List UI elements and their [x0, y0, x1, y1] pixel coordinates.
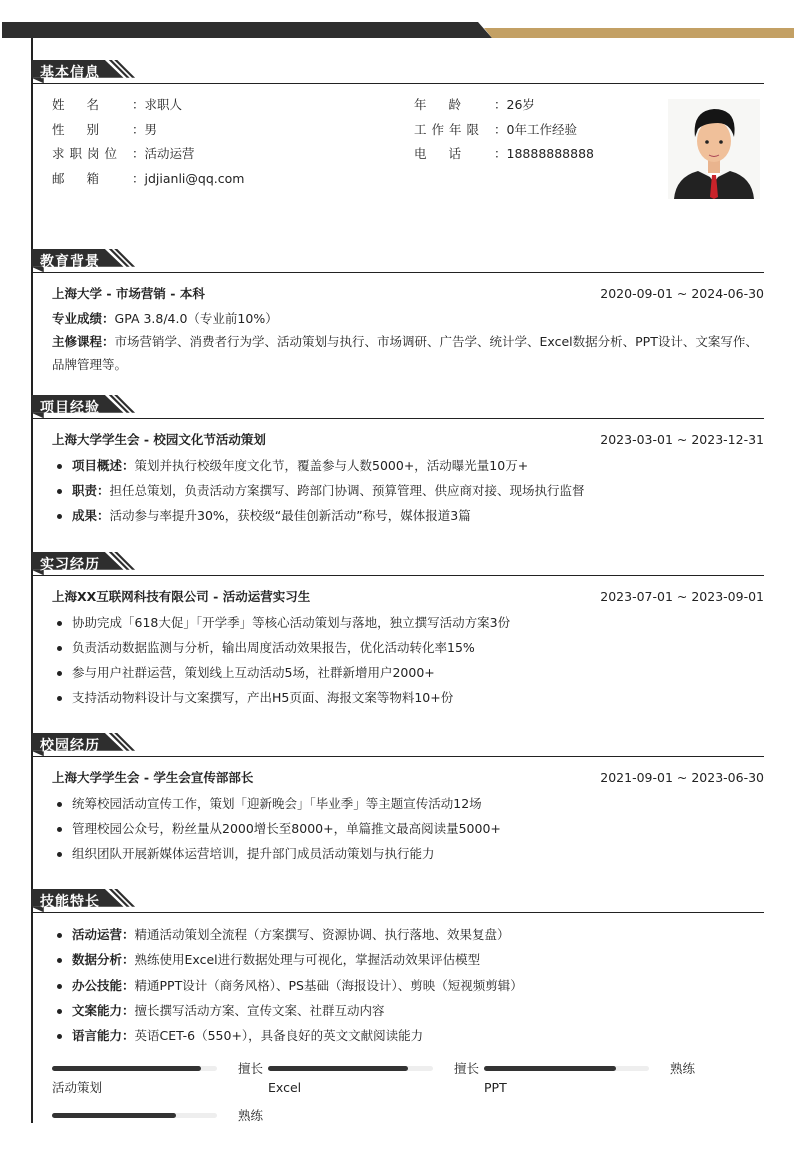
date: 2023-03-01 ~ 2023-12-31: [600, 432, 764, 447]
skill-track: [484, 1066, 649, 1071]
label-phone: 电话: [414, 146, 484, 161]
courses-label: 主修课程：: [52, 333, 115, 349]
section-title: 项目经验: [40, 400, 100, 416]
role: 校园文化节活动策划: [153, 432, 266, 447]
item-key: 办公技能：: [72, 977, 135, 993]
section-skills: [16, 889, 764, 1152]
list-item: 组织团队开展新媒体运营培训，提升部门成员活动策划与执行能力: [52, 841, 764, 866]
section-campus: [16, 733, 764, 866]
skill-fill: [52, 1066, 201, 1071]
sep: -: [139, 770, 154, 785]
list-item: 管理校园公众号，粉丝量从2000增长至8000+，单篇推文最高阅读量5000+: [52, 816, 764, 841]
org: 上海大学学生会: [52, 432, 140, 447]
skill-fill: [52, 1113, 176, 1118]
skill-track: [52, 1066, 217, 1071]
skill-bar: [268, 1058, 484, 1105]
item-key: 语言能力：: [72, 1028, 135, 1044]
skill-level: 擅长: [453, 1061, 479, 1077]
label-name: 姓名: [52, 97, 122, 112]
skill-name: Excel: [268, 1080, 302, 1096]
skill-name: PPT: [484, 1080, 507, 1096]
date: 2021-09-01 ~ 2023-06-30: [600, 770, 764, 785]
section-title: 教育背景: [40, 254, 100, 270]
label-position: 求职岗位: [52, 146, 123, 161]
school: 上海大学: [52, 286, 103, 301]
item-value: 擅长撰写活动方案、宣传文案、社群互动内容: [134, 1002, 385, 1018]
skill-name: 活动策划: [52, 1080, 103, 1096]
skill-bar: [484, 1058, 700, 1105]
gpa-label: 专业成绩：: [52, 310, 115, 326]
label-email: 邮箱: [52, 170, 122, 186]
major: 市场营销: [115, 286, 166, 301]
item-value: 精通PPT设计（商务风格）、PS基础（海报设计）、剪映（短视频剪辑）: [134, 977, 523, 993]
skill-level: 熟练: [669, 1061, 695, 1077]
gpa: GPA 3.8/4.0（专业前10%）: [114, 310, 278, 326]
list-item: [52, 973, 764, 998]
date: 2020-09-01 ~ 2024-06-30: [600, 286, 764, 301]
section-title: 基本信息: [40, 65, 100, 81]
list-item: [52, 1023, 764, 1048]
role: 活动运营实习生: [222, 589, 311, 604]
section-internship: [16, 552, 764, 711]
list-item: 统筹校园活动宣传工作，策划「迎新晚会」「毕业季」等主题宣传活动12场: [52, 791, 764, 816]
list-item: 支持活动物料设计与文案撰写，产出H5页面、海报文案等物料10+份: [52, 685, 764, 710]
value-age: 26岁: [506, 97, 535, 112]
avatar-photo: [668, 99, 760, 199]
skill-level: 熟练: [237, 1108, 263, 1124]
skill-fill: [268, 1066, 408, 1071]
sep: -: [102, 286, 116, 301]
item-key: 职责：: [72, 482, 110, 498]
value-phone: 18888888888: [506, 146, 594, 161]
item-value: 熟练使用Excel进行数据处理与可视化，掌握活动效果评估模型: [134, 952, 481, 968]
value-name: 求职人: [144, 97, 183, 112]
list-item: [52, 503, 764, 528]
org: 上海大学学生会: [52, 770, 140, 785]
list-item: 协助完成「618大促」「开学季」等核心活动策划与落地，独立撰写活动方案3份: [52, 610, 764, 635]
item-key: 活动运营：: [72, 927, 135, 942]
skill-bar: [52, 1105, 268, 1152]
item-key: 数据分析：: [72, 952, 135, 968]
list-item: [52, 998, 764, 1023]
courses: 市场营销学、消费者行为学、活动策划与执行、市场调研、广告学、统计学、Excel数据分析、PPT设计、文案写作、品牌管理等。: [52, 333, 758, 372]
skill-track: [268, 1066, 433, 1071]
header-bar-gold: [484, 28, 794, 38]
section-projects: [16, 395, 764, 528]
section-education: [16, 249, 764, 376]
item-value: 策划并执行校级年度文化节，覆盖参与人数5000+，活动曝光量10万+: [134, 457, 529, 473]
label-experience: 工作年限: [414, 121, 485, 137]
section-basic-info: 基本信息 姓名 ： 求职人 性别 ： 男 求职岗位 ： 活动运营 邮箱 ： jdjianli@qq.com 年龄 ： 26岁 工作年限 ： 0年工作经验 电话 ： 18888888888: [16, 60, 764, 193]
value-position: 活动运营: [144, 146, 195, 161]
item-key: 文案能力：: [72, 1002, 135, 1018]
sep: -: [139, 432, 154, 447]
item-value: 担任总策划，负责活动方案撰写、跨部门协调、预算管理、供应商对接、现场执行监督: [109, 482, 585, 498]
org: 上海XX互联网科技有限公司: [52, 589, 209, 604]
item-value: 精通活动策划全流程（方案撰写、资源协调、执行落地、效果复盘）: [134, 927, 510, 942]
skill-bar: [52, 1058, 268, 1105]
label-age: 年龄: [414, 97, 484, 112]
header-bar-dark: [2, 22, 492, 38]
value-gender: 男: [144, 121, 158, 137]
list-item: [52, 478, 764, 503]
label-gender: 性别: [52, 121, 122, 137]
sep: -: [208, 589, 223, 604]
list-item: 参与用户社群运营，策划线上互动活动5场，社群新增用户2000+: [52, 660, 764, 685]
role: 学生会宣传部部长: [153, 770, 254, 785]
item-value: 英语CET-6（550+），具备良好的英文文献阅读能力: [134, 1028, 424, 1044]
list-item: [52, 922, 764, 947]
item-key: 成果：: [72, 508, 110, 524]
section-title: 实习经历: [40, 557, 100, 573]
item-value: 活动参与率提升30%，获校级“最佳创新活动”称号，媒体报道3篇: [109, 508, 471, 524]
section-title: 校园经历: [40, 738, 100, 754]
sep: -: [165, 286, 180, 301]
skill-track: [52, 1113, 217, 1118]
list-item: [52, 453, 764, 478]
section-title: 技能特长: [40, 894, 100, 910]
skill-level: 擅长: [237, 1061, 263, 1077]
list-item: [52, 947, 764, 972]
list-item: 负责活动数据监测与分析，输出周度活动效果报告，优化活动转化率15%: [52, 635, 764, 660]
skill-fill: [484, 1066, 616, 1071]
degree: 本科: [179, 286, 205, 301]
date: 2023-07-01 ~ 2023-09-01: [600, 589, 764, 604]
value-email: jdjianli@qq.com: [144, 170, 245, 186]
value-experience: 0年工作经验: [506, 121, 577, 137]
item-key: 项目概述：: [72, 457, 135, 473]
